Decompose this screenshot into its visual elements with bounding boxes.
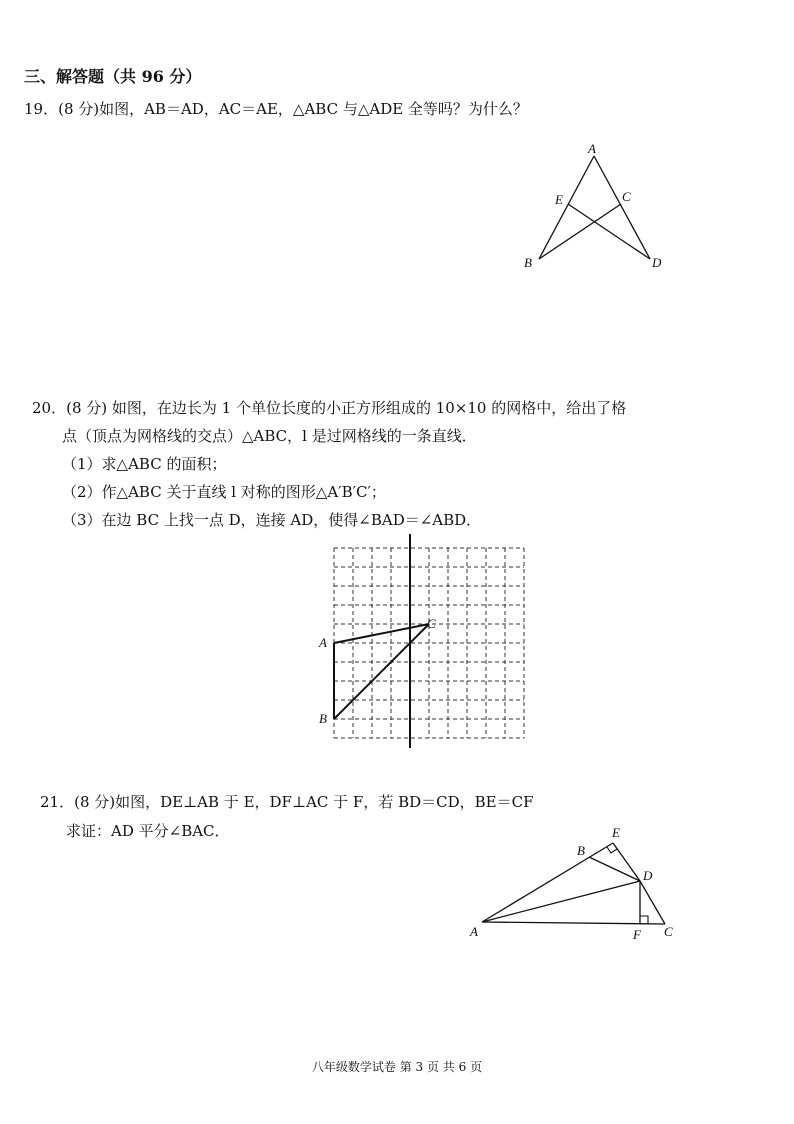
q19-text: 19．(8 分)如图，AB＝AD，AC＝AE，△ABC 与△ADE 全等吗？为什么？: [24, 100, 528, 118]
q19-line-ad: [594, 156, 650, 259]
q19-label-d: D: [652, 255, 662, 270]
q21-label-c: C: [664, 924, 673, 939]
q20-label-c: C: [427, 616, 436, 631]
q20-label-a: A: [319, 635, 327, 650]
q19-label-b: B: [524, 255, 532, 270]
q20-sub1: （1）求△ABC 的面积；: [62, 455, 227, 473]
q21-figure: [460, 818, 685, 948]
q21-line-ac: [482, 922, 665, 924]
q21-label-d: D: [643, 868, 653, 883]
q20-grid-figure: [310, 530, 540, 760]
q19-line-ab: [539, 156, 594, 259]
q21-line-ad: [482, 881, 640, 922]
q20-text-line1: 20．(8 分) 如图，在边长为 1 个单位长度的小正方形组成的 10×10 的网格中，给出了格: [32, 399, 627, 417]
section-title: 三、解答题（共 96 分）: [24, 67, 202, 86]
q21-label-a: A: [470, 924, 478, 939]
q20-text-line2: 点（顶点为网格线的交点）△ABC，l 是过网格线的一条直线．: [62, 427, 477, 445]
q19-label-e: E: [555, 192, 563, 207]
q21-line-dc: [640, 881, 665, 924]
q20-side-ac: [334, 624, 429, 643]
q21-label-f: F: [633, 927, 641, 942]
q19-label-c: C: [622, 189, 631, 204]
q21-text-line2: 求证：AD 平分∠BAC．: [66, 822, 230, 840]
q20-sub3: （3）在边 BC 上找一点 D，连接 AD，使得∠BAD＝∠ABD．: [62, 511, 482, 529]
q20-side-bc: [334, 624, 429, 719]
q20-grid: [334, 548, 524, 738]
page-footer: 八年级数学试卷 第 3 页 共 6 页: [311, 1060, 483, 1074]
q21-right-angle-e: [607, 847, 617, 853]
q21-line-bd: [589, 857, 640, 881]
q20-sub2: （2）作△ABC 关于直线 l 对称的图形△A′B′C′；: [62, 483, 386, 501]
q21-text-line1: 21．(8 分)如图，DE⊥AB 于 E，DF⊥AC 于 F，若 BD＝CD，BE＝CF: [40, 793, 534, 811]
q21-right-angle-f: [640, 916, 648, 924]
q21-label-e: E: [612, 825, 620, 840]
q21-line-ae: [482, 843, 613, 922]
q19-figure: [510, 138, 680, 273]
q21-label-b: B: [577, 843, 585, 858]
q19-label-a: A: [588, 141, 596, 156]
q20-label-b: B: [319, 711, 327, 726]
